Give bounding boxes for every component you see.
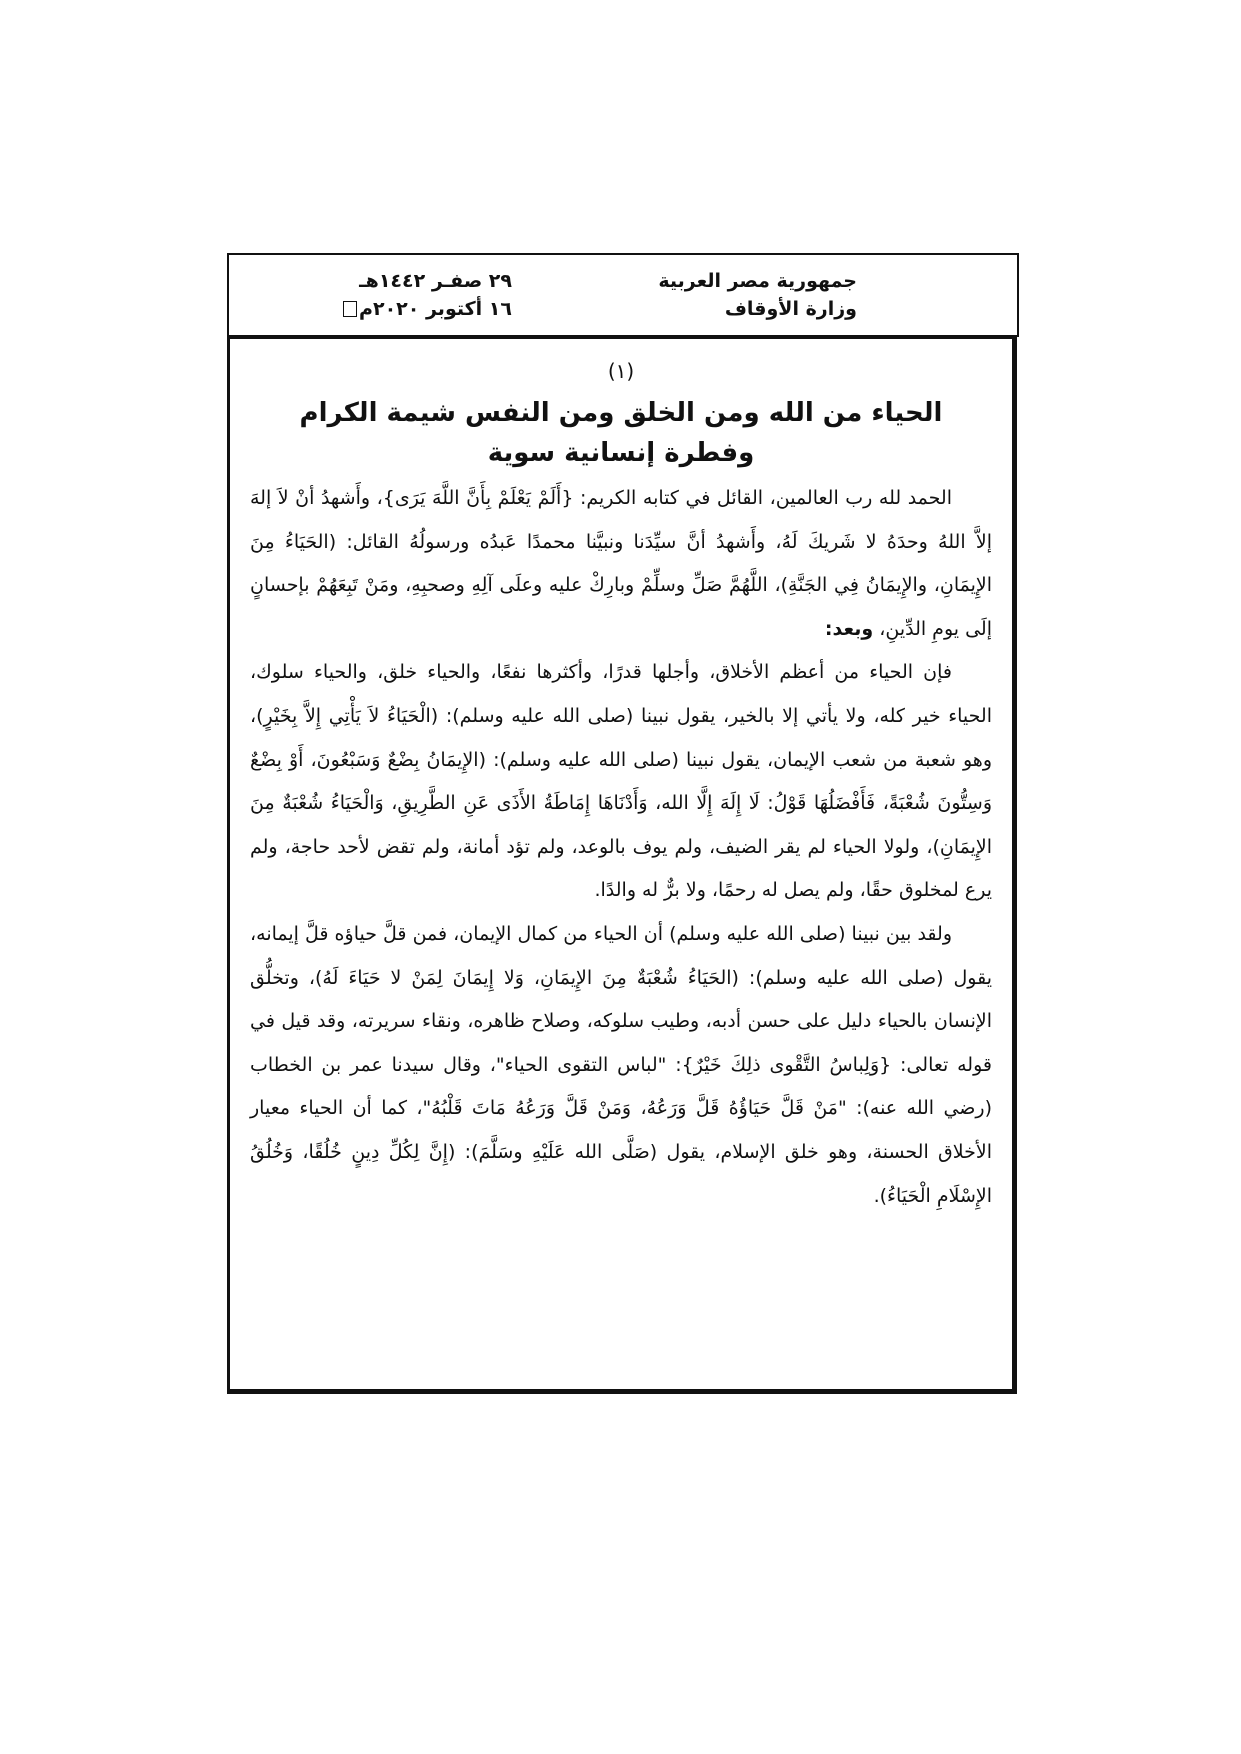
hijri-date: ٢٩ صفـر ١٤٤٢هـ <box>359 270 512 292</box>
body-box <box>227 337 1017 1394</box>
ministry-name: وزارة الأوقاف <box>724 298 857 320</box>
title-line-1: الحياء من الله ومن الخلق ومن النفس شيمة الكرام <box>299 398 943 428</box>
date-block <box>343 267 512 323</box>
section-number: (١) <box>607 359 635 383</box>
paragraph-1 <box>250 477 992 651</box>
document-frame <box>227 253 1019 1403</box>
paragraph-1-end: وبعد: <box>824 617 874 640</box>
paragraph-3: ولقد بين نبينا (صلى الله عليه وسلم) أن الحياء من كمال الإيمان، فمن قلَّ حياؤه قلَّ إيمانه، يقول (صلى الله عليه وسلم): (الحَيَاءُ شُعْبَةٌ مِنَ الإِيمَانِ، وَلا إِيمَانَ لِمَنْ لا حَيَاءَ لَهُ)، وتخلُّق الإنسان بالحياء دليل على حسن أدبه، وطيب سلوكه، وصلاح ظاهره، ونقاء سريرته، وقد قيل في قوله تعالى: {وَلِباسُ التَّقْوى ذلِكَ خَيْرٌ}: "لباس التقوى الحياء"، وقال سيدنا عمر بن الخطاب (رضي الله عنه): "مَنْ قَلَّ حَيَاؤُهُ قَلَّ وَرَعُهُ، وَمَنْ قَلَّ وَرَعُهُ مَاتَ قَلْبُهُ"، كما أن الحياء معيار الأخلاق الحسنة، وهو خلق الإسلام، يقول (صَلَّى الله عَلَيْهِ وسَلَّمَ): (إِنَّ لِكُلِّ دِينٍ خُلُقًا، وَخُلُقُ الإِسْلَامِ الْحَيَاءُ). <box>250 922 992 1207</box>
paragraph-1-text: الحمد لله رب العالمين، القائل في كتابه الكريم: {أَلَمْ يَعْلَمْ بِأَنَّ اللَّهَ يَرَى}، وأَشهدُ أنْ لاَ إلهَ إلاَّ اللهُ وحدَهُ لا شَريكَ لَهُ، وأَشهدُ أنَّ سيِّدَنا ونبيَّنا محمدًا عَبدُه ورسولُهُ القائل: (الحَيَاءُ مِنَ الإِيمَانِ، والإِيمَانُ فِي الجَنَّةِ)، اللَّهُمَّ صَلِّ وسلِّمْ وبارِكْ عليه وعلَى آلِهِ وصحبِهِ، ومَنْ تَبِعَهُمْ بإحسانٍ إلَى يومِ الدِّينِ، <box>250 487 992 640</box>
page-title <box>250 393 992 473</box>
paragraph-2: فإن الحياء من أعظم الأخلاق، وأجلها قدرًا، وأكثرها نفعًا، والحياء خلق، والحياء سلوك، الحياء خير كله، ولا يأتي إلا بالخير، يقول نبينا (صلى الله عليه وسلم): (الْحَيَاءُ لاَ يَأْتِي إِلاَّ بِخَيْرٍ)، وهو شعبة من شعب الإيمان، يقول نبينا (صلى الله عليه وسلم): (الإِيمَانُ بِضْعٌ وَسَبْعُونَ، أَوْ بِضْعٌ وَسِتُّونَ شُعْبَةً، فَأَفْضَلُهَا قَوْلُ: لَا إِلَهَ إِلَّا الله، وَأَدْنَاهَا إِمَاطَةُ الأَذَى عَنِ الطَّرِيقِ، وَالْحَيَاءُ شُعْبَةٌ مِنَ الإِيمَانِ)، ولولا الحياء لم يقر الضيف، ولم يوف بالوعد، ولم تؤد أمانة، ولم تقض لأحد حاجة، ولم يرع لمخلوق حقًا، ولم يصل له رحمًا، ولا برٌّ له والدًا. <box>250 661 992 902</box>
gregorian-date <box>343 295 512 323</box>
issuer-block <box>658 267 857 323</box>
header-box <box>227 253 1019 337</box>
checkbox-glyph <box>343 301 357 317</box>
body-text <box>250 477 992 1218</box>
title-line-2: وفطرة إنسانية سوية <box>487 438 755 468</box>
gregorian-date-text: ١٦ أكتوبر ٢٠٢٠م <box>359 298 512 320</box>
country-name: جمهورية مصر العربية <box>658 270 857 292</box>
